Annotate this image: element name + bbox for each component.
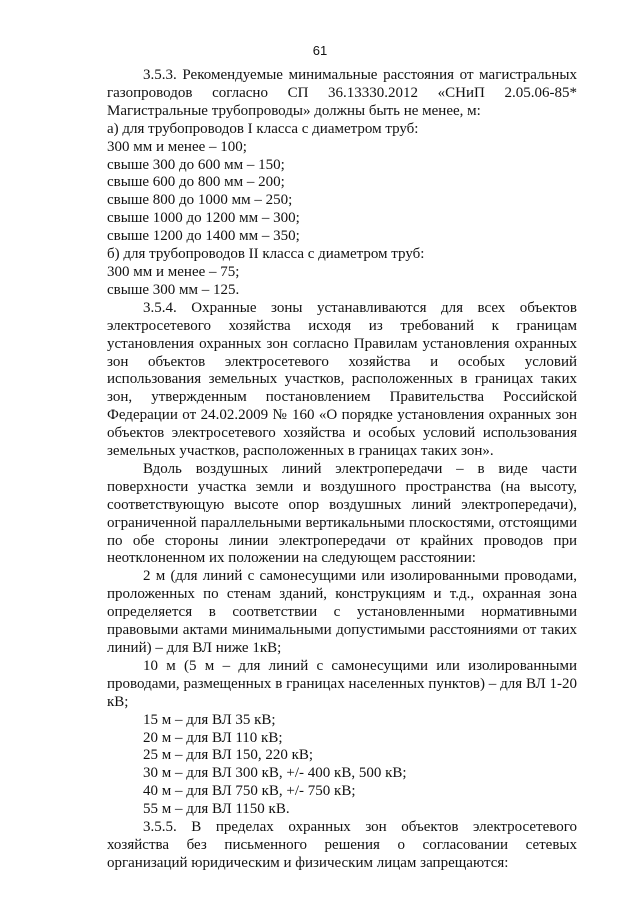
list-item: свыше 800 до 1000 мм – 250; bbox=[107, 192, 293, 209]
group-b-list bbox=[107, 264, 577, 300]
page-number: 61 bbox=[312, 43, 328, 58]
section-3-5-5-intro: 3.5.5. В пределах охранных зон объектов электросетевого хозяйства без письменного решения о согласовании сетевых организаций юридическим и физическим лицам запрещаются: bbox=[107, 819, 577, 871]
list-item: свыше 1000 до 1200 мм – 300; bbox=[107, 210, 300, 227]
group-a-title: а) для трубопроводов I класса с диаметром труб: bbox=[107, 120, 419, 137]
list-item: свыше 300 мм – 125. bbox=[107, 281, 240, 298]
document-body bbox=[107, 67, 577, 873]
distance-10m-paragraph: 10 м (5 м – для линий с самонесущими или изолированными проводами, размещенных в границах населенных пунктов) – для ВЛ 1-20 кВ; bbox=[107, 657, 577, 710]
list-item: свыше 1200 до 1400 мм – 350; bbox=[107, 228, 300, 245]
list-item: 300 мм и менее – 100; bbox=[107, 138, 247, 155]
group-a-list bbox=[107, 139, 577, 246]
overhead-lines-intro: Вдоль воздушных линий электропередачи – в виде части поверхности участка земли и воздушного пространства (на высоту, соответствующую высоте опор воздушных линий электропередачи), ограниченной параллельными вертикальными плоскостями, отстоящими по обе стороны линии электропередачи от крайних проводов при неотклоненном их положении на следующем расстоянии: bbox=[107, 460, 577, 567]
list-item: 55 м – для ВЛ 1150 кВ. bbox=[143, 801, 290, 818]
distance-list bbox=[107, 712, 577, 819]
list-item: 300 мм и менее – 75; bbox=[107, 263, 240, 280]
list-item: 30 м – для ВЛ 300 кВ, +/- 400 кВ, 500 кВ; bbox=[143, 765, 407, 782]
distance-2m-paragraph: 2 м (для линий с самонесущими или изолированными проводами, проложенных по стенам зданий, конструкциям и т.д., охранная зона определяется в соответствии с установленными нормативными правовыми актами минимальными допустимыми расстояниями от таких линий) – для ВЛ ниже 1кВ; bbox=[107, 568, 577, 656]
section-3-5-4-intro: 3.5.4. Охранные зоны устанавливаются для всех объектов электросетевого хозяйства исходя из требований к границам установления охранных зон согласно Правилам установления охранных зон объектов электросетевого хозяйства и особых условий использования земельных участков, расположенных в границах таких зон, утвержденным постановлением Правительства Российской Федерации от 24.02.2009 № 160 «О порядке установления охранных зон объектов электросетевого хозяйства и особых условий использования земельных участков, расположенных в границах таких зон». bbox=[107, 299, 577, 460]
list-item: свыше 600 до 800 мм – 200; bbox=[107, 174, 285, 191]
group-b-title: б) для трубопроводов II класса с диаметром труб: bbox=[107, 246, 425, 263]
section-3-5-3-intro: 3.5.3. Рекомендуемые минимальные расстояния от магистральных газопроводов согласно СП 36.13330.2012 «СНиП 2.05.06-85* Магистральные трубопроводы» должны быть не менее, м: bbox=[107, 67, 577, 119]
list-item: свыше 300 до 600 мм – 150; bbox=[107, 156, 285, 173]
list-item: 20 м – для ВЛ 110 кВ; bbox=[143, 729, 283, 746]
list-item: 25 м – для ВЛ 150, 220 кВ; bbox=[143, 747, 314, 764]
list-item: 40 м – для ВЛ 750 кВ, +/- 750 кВ; bbox=[143, 783, 356, 800]
list-item: 15 м – для ВЛ 35 кВ; bbox=[143, 711, 276, 728]
